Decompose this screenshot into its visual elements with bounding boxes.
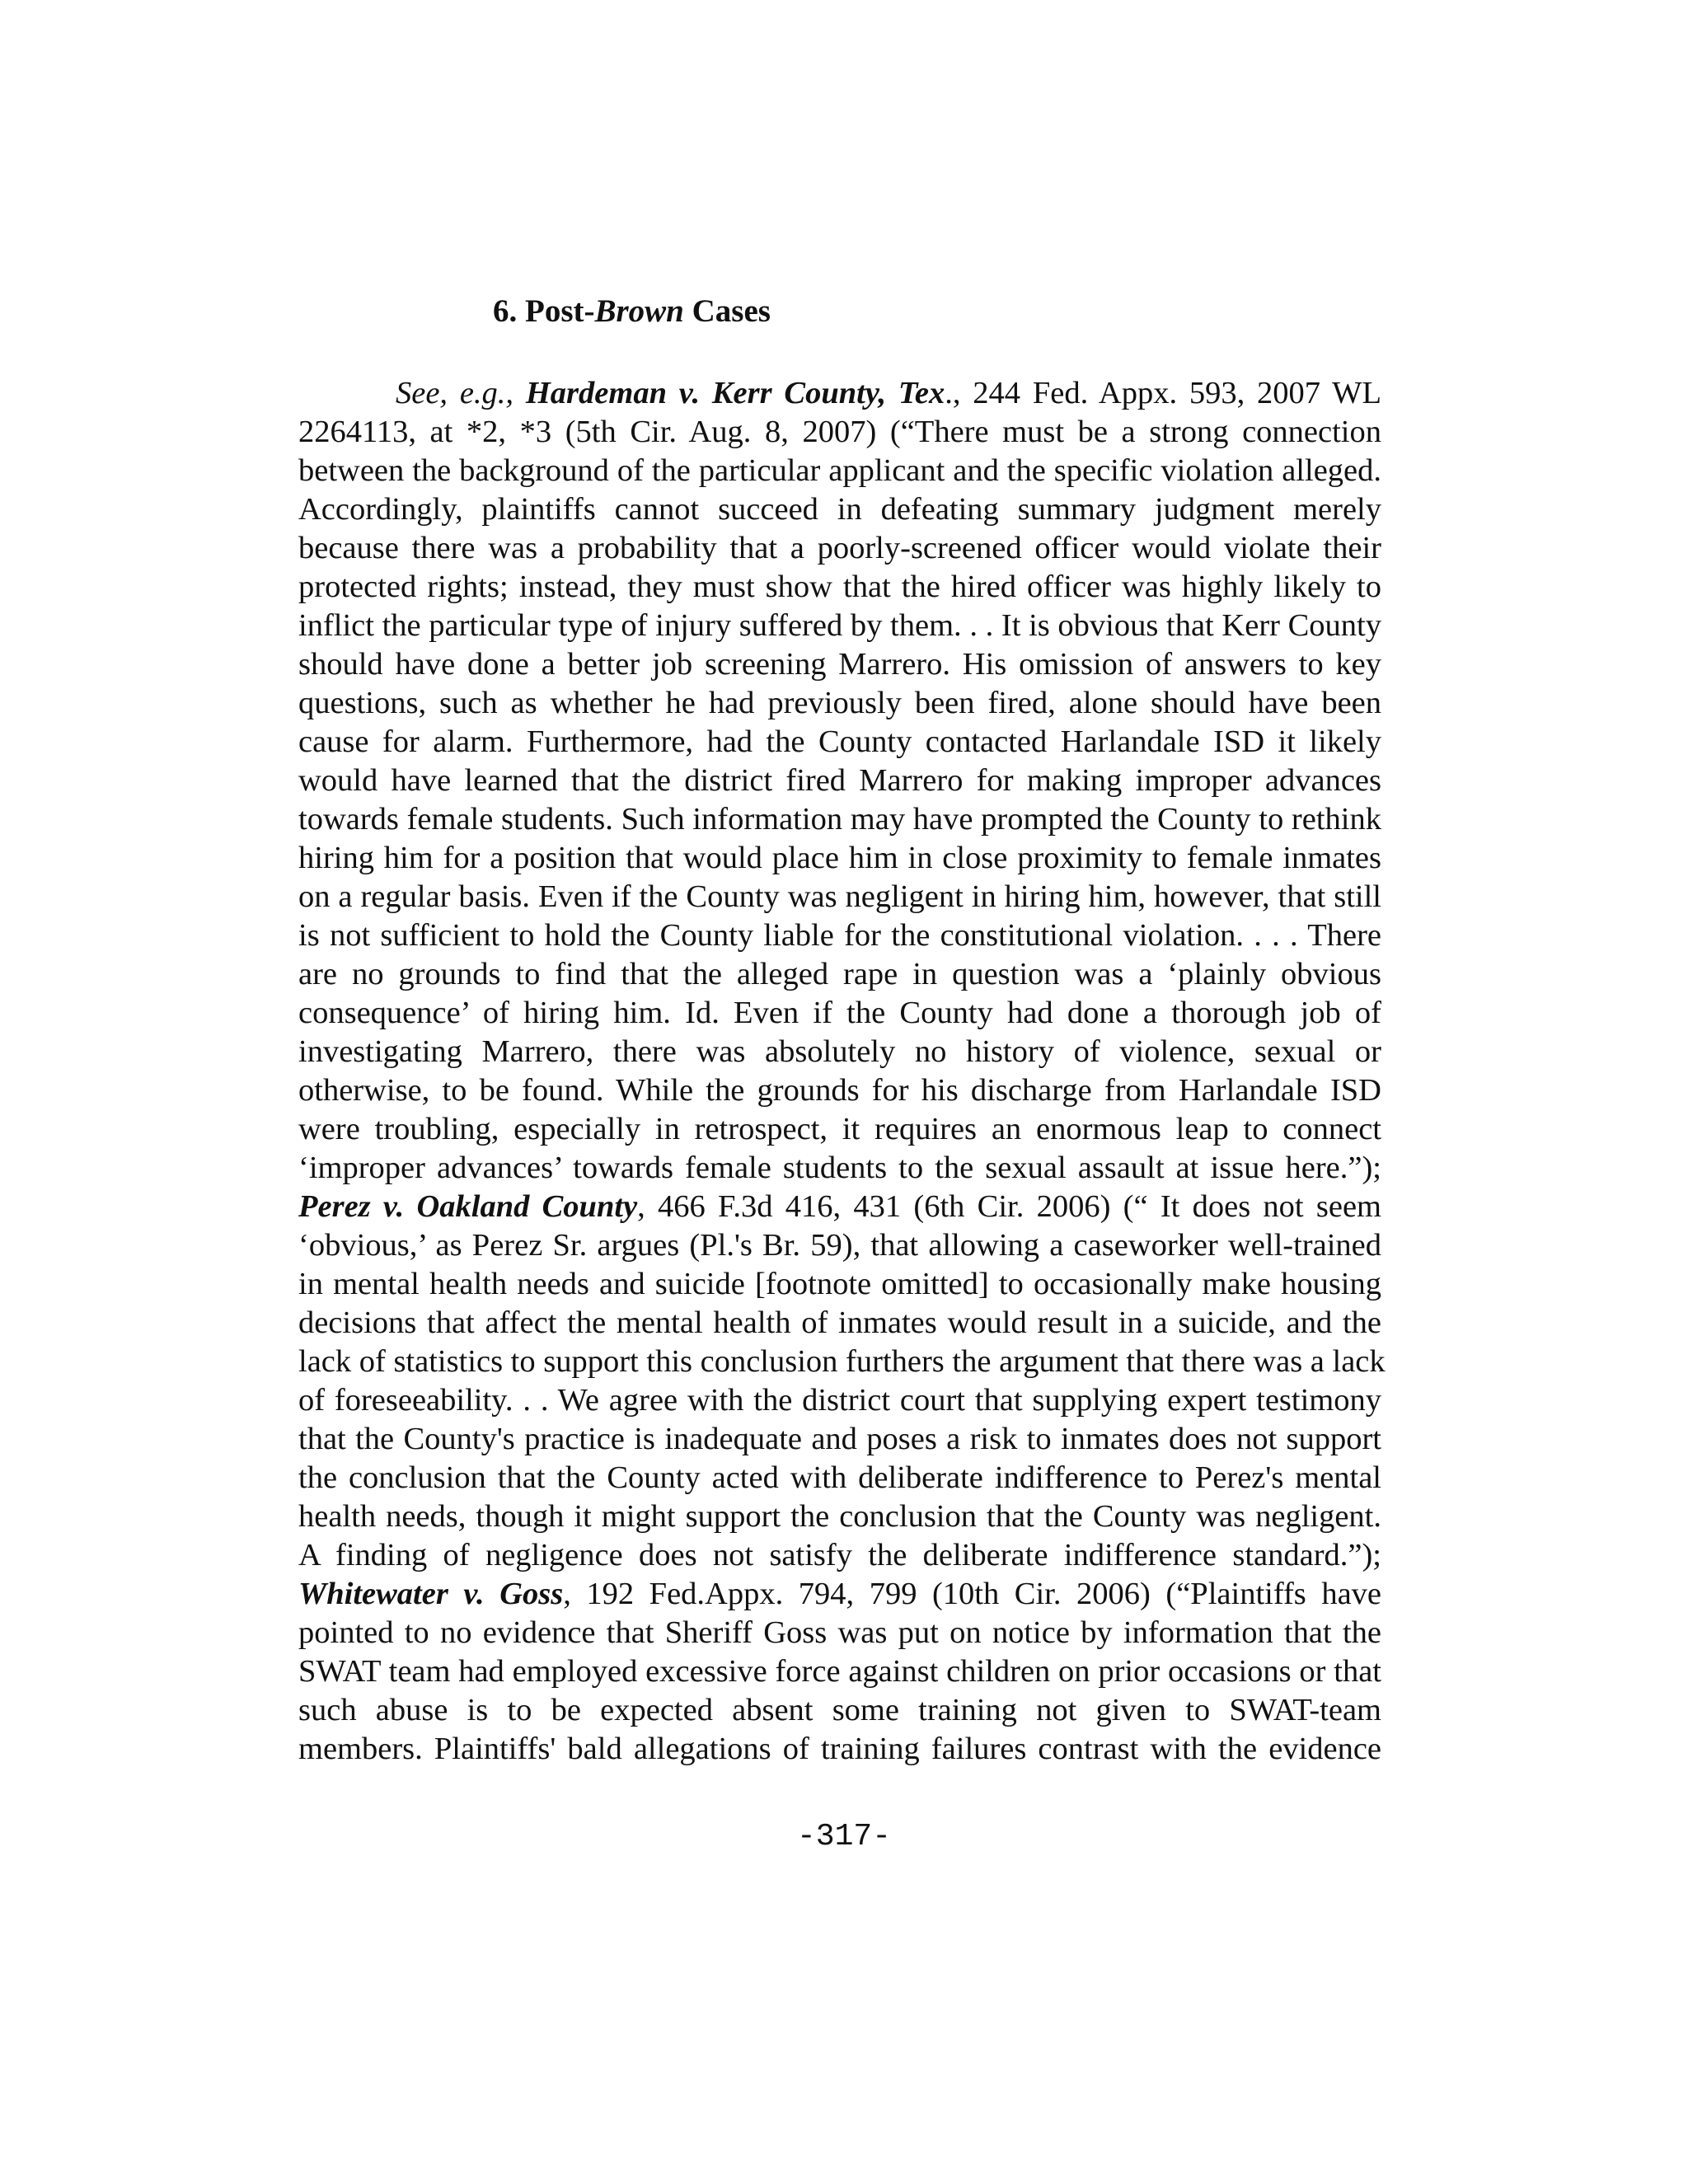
text-line: protected rights; instead, they must show that the hired officer was highly likely to: [298, 569, 1381, 604]
text-line: Accordingly, plaintiffs cannot succeed in defeating summary judgment merely: [298, 492, 1381, 527]
paragraph-first-line: [298, 374, 1381, 413]
text-line: in mental health needs and suicide [footnote omitted] to occasionally make housing: [298, 1267, 1381, 1301]
text-line: investigating Marrero, there was absolutely no history of violence, sexual or: [298, 1034, 1381, 1069]
text-line: on a regular basis. Even if the County was negligent in hiring him, however, that still: [298, 879, 1381, 914]
text-line: of foreseeability. . . We agree with the district court that supplying expert testimony: [298, 1383, 1381, 1418]
text-line: decisions that affect the mental health of inmates would result in a suicide, and the: [298, 1305, 1381, 1340]
text-line: ‘improper advances’ towards female students to the sexual assault at issue here.”);: [298, 1151, 1381, 1185]
section-heading: [493, 295, 771, 327]
citation-perez: , 466 F.3d 416, 431 (6th Cir. 2006) (“ It does not seem: [637, 1189, 1381, 1224]
text-line: would have learned that the district fired Marrero for making improper advances: [298, 763, 1381, 798]
case-name-hardeman: Hardeman v. Kerr County, Tex: [525, 376, 945, 410]
text-line: inflict the particular type of injury suffered by them. . . It is obvious that Kerr County: [298, 608, 1381, 643]
case-name-perez: Perez v. Oakland County: [298, 1189, 638, 1224]
text-line: are no grounds to find that the alleged rape in question was a ‘plainly obvious: [298, 957, 1381, 991]
citation-hardeman: ., 244 Fed. Appx. 593, 2007 WL: [945, 376, 1381, 410]
text-line: questions, such as whether he had previously been fired, alone should have been: [298, 686, 1381, 720]
text-line: members. Plaintiffs' bald allegations of training failures contrast with the evidence: [298, 1732, 1381, 1766]
text-lines-whitewater: [298, 1614, 1381, 1769]
case-line-whitewater: [298, 1575, 1381, 1614]
text-line: between the background of the particular applicant and the specific violation alleged.: [298, 453, 1381, 488]
text-line: the conclusion that the County acted with deliberate indifference to Perez's mental: [298, 1460, 1381, 1495]
text-line: because there was a probability that a poorly-screened officer would violate their: [298, 531, 1381, 565]
text-line: that the County's practice is inadequate and poses a risk to inmates does not support: [298, 1422, 1381, 1456]
text-line: consequence’ of hiring him. Id. Even if the County had done a thorough job of: [298, 996, 1381, 1030]
text-line: pointed to no evidence that Sheriff Goss was put on notice by information that the: [298, 1615, 1381, 1650]
text-line: health needs, though it might support the conclusion that the County was negligent.: [298, 1499, 1381, 1534]
text-line: cause for alarm. Furthermore, had the County contacted Harlandale ISD it likely: [298, 724, 1381, 759]
text-line: 2264113, at *2, *3 (5th Cir. Aug. 8, 2007) (“There must be a strong connection: [298, 415, 1381, 449]
text-lines-perez: [298, 1226, 1386, 1575]
text-line: should have done a better job screening Marrero. His omission of answers to key: [298, 647, 1381, 682]
text-line: lack of statistics to support this conclusion furthers the argument that there was a lack: [298, 1344, 1386, 1379]
text-line: A finding of negligence does not satisfy the deliberate indifference standard.”);: [298, 1538, 1381, 1572]
citation-whitewater: , 192 Fed.Appx. 794, 799 (10th Cir. 2006) (“Plaintiffs have: [563, 1577, 1381, 1611]
body-paragraph: [298, 374, 1386, 1769]
text-line: is not sufficient to hold the County liable for the constitutional violation. . . . There: [298, 918, 1381, 953]
heading-prefix: 6. Post-: [493, 293, 595, 329]
case-line-perez: [298, 1188, 1381, 1226]
page-number: -317-: [796, 1819, 892, 1854]
text-lines-hardeman: [298, 413, 1381, 1188]
citation-signal: See, e.g.,: [396, 376, 514, 410]
text-line: SWAT team had employed excessive force against children on prior occasions or that: [298, 1654, 1381, 1689]
text-line: otherwise, to be found. While the grounds for his discharge from Harlandale ISD: [298, 1073, 1381, 1108]
text-line: such abuse is to be expected absent some training not given to SWAT-team: [298, 1693, 1381, 1727]
text-line: hiring him for a position that would place him in close proximity to female inmates: [298, 841, 1381, 875]
text-line: towards female students. Such information may have prompted the County to rethink: [298, 802, 1381, 837]
text-line: ‘obvious,’ as Perez Sr. argues (Pl.'s Br. 59), that allowing a caseworker well-trained: [298, 1228, 1381, 1263]
heading-emphasis: Brown: [594, 293, 684, 329]
heading-suffix: Cases: [683, 293, 771, 329]
text-line: were troubling, especially in retrospect, it requires an enormous leap to connect: [298, 1112, 1381, 1146]
case-name-whitewater: Whitewater v. Goss: [298, 1577, 564, 1611]
